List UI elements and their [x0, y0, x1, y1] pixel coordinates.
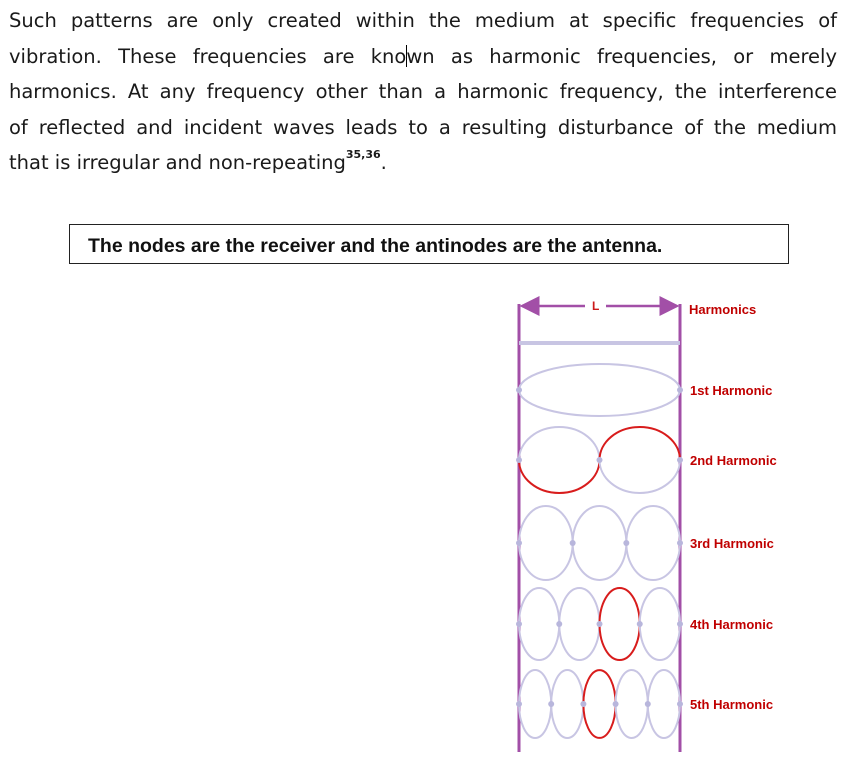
node-point	[570, 540, 576, 546]
wave-loop-bottom	[640, 624, 680, 660]
wave-loop-top	[600, 427, 681, 460]
wave-loop-bottom	[519, 460, 600, 493]
node-point	[597, 457, 603, 463]
wave-loop-top	[600, 588, 640, 624]
wave-loop-top	[573, 506, 627, 543]
node-point	[516, 621, 522, 627]
paragraph-line-4: of reflected and incident waves leads to a resulting disturbance of the medium	[9, 115, 837, 139]
harmonic-rows	[516, 364, 777, 738]
node-point	[516, 701, 522, 707]
harmonic-row-3	[516, 506, 774, 580]
paragraph-line-2-end: wn as harmonic frequencies, or merely	[406, 44, 837, 68]
wave-loop-top	[519, 364, 680, 390]
harmonic-label-4: 4th Harmonic	[690, 617, 774, 632]
paragraph-line-1: Such patterns are only created within the medium at specific frequencies of	[9, 9, 837, 32]
wave-loop-bottom	[626, 543, 680, 580]
harmonic-row-4	[516, 588, 773, 660]
paragraph-line-2-start: vibration. These frequencies are kno	[9, 44, 407, 68]
node-point	[677, 701, 683, 707]
node-point	[637, 621, 643, 627]
wave-loop-bottom	[583, 704, 615, 738]
paragraph-line-3: harmonics. At any frequency other than a harmonic frequency, the interference	[9, 80, 837, 103]
wave-loop-top	[519, 588, 559, 624]
callout-text: The nodes are the receiver and the antinodes are the antenna.	[88, 235, 663, 257]
wave-loop-bottom	[559, 624, 599, 660]
wave-loop-top	[559, 588, 599, 624]
citation-superscript: 35,36	[345, 148, 381, 161]
harmonic-label-1: 1st Harmonic	[690, 383, 773, 398]
wave-loop-bottom	[616, 704, 648, 738]
wave-loop-top	[519, 506, 573, 543]
wave-loop-top	[519, 427, 600, 460]
wave-loop-bottom	[519, 704, 551, 738]
harmonic-row-5	[516, 670, 773, 738]
wave-loop-bottom	[519, 543, 573, 580]
paragraph-line-5-end: .	[380, 151, 387, 174]
node-point	[548, 701, 554, 707]
wave-loop-bottom	[519, 390, 680, 416]
wave-loop-top	[626, 506, 680, 543]
paragraph-line-5-text: that is irregular and non-repeating	[9, 151, 346, 174]
wave-loop-bottom	[519, 624, 559, 660]
node-point	[677, 457, 683, 463]
node-point	[580, 701, 586, 707]
node-point	[516, 457, 522, 463]
node-point	[556, 621, 562, 627]
length-label: L	[592, 299, 600, 313]
wave-loop-bottom	[573, 543, 627, 580]
wave-loop-bottom	[600, 624, 640, 660]
node-point	[623, 540, 629, 546]
harmonic-label-2: 2nd Harmonic	[690, 453, 777, 468]
wave-loop-bottom	[600, 460, 681, 493]
wave-loop-bottom	[551, 704, 583, 738]
node-point	[677, 387, 683, 393]
node-point	[677, 540, 683, 546]
harmonic-label-3: 3rd Harmonic	[690, 536, 774, 551]
node-point	[645, 701, 651, 707]
node-point	[677, 621, 683, 627]
wave-loop-top	[583, 670, 615, 704]
node-point	[516, 387, 522, 393]
node-point	[613, 701, 619, 707]
harmonic-row-1	[516, 364, 772, 416]
wave-loop-top	[616, 670, 648, 704]
wave-loop-top	[551, 670, 583, 704]
wave-loop-bottom	[648, 704, 680, 738]
node-point	[516, 540, 522, 546]
node-point	[597, 621, 603, 627]
wave-loop-top	[648, 670, 680, 704]
harmonic-row-2	[516, 427, 777, 493]
wave-loop-top	[640, 588, 680, 624]
harmonic-label-5: 5th Harmonic	[690, 697, 774, 712]
wave-loop-top	[519, 670, 551, 704]
harmonics-header: Harmonics	[689, 302, 757, 317]
